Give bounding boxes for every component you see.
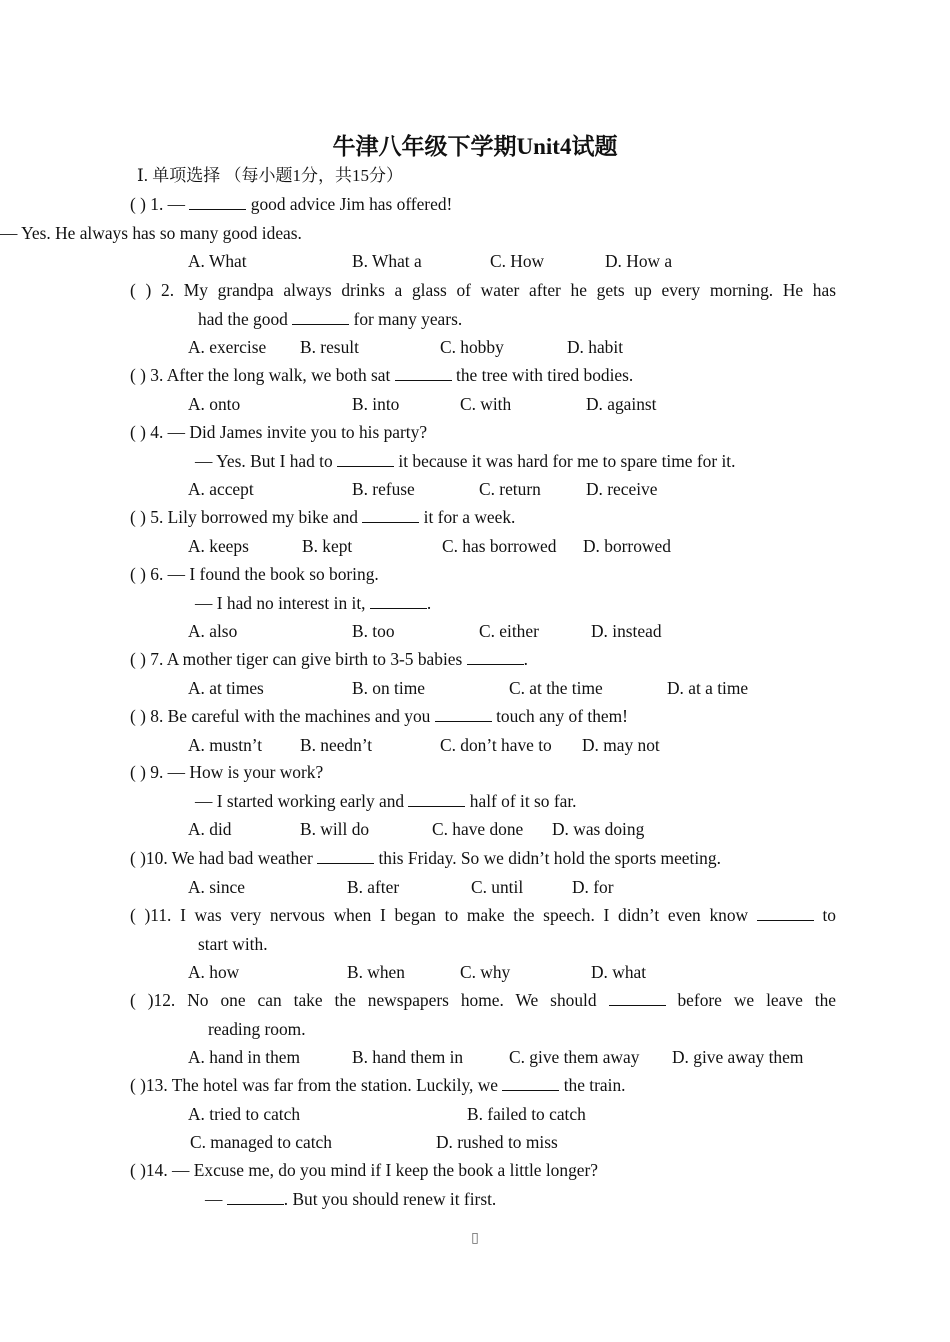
option-d: D. How a [605,251,673,271]
option-d: D. receive [586,479,658,499]
stem-text: After the long walk, we both sat [166,365,395,385]
option-a: A. mustn’t [188,734,263,755]
option-d: D. against [586,393,657,414]
option-a: A. how [188,962,240,982]
stem-text: to [813,905,836,925]
question-number: ( ) 5. [130,507,168,527]
stem-text: it for a week. [419,507,516,527]
stem-text: — [167,194,190,214]
question-12-continuation [208,1015,306,1043]
option-b: B. into [352,393,400,414]
stem-text: reading room. [208,1018,306,1039]
option-a: A. at times [188,677,264,698]
question-number: ( )13. [130,1075,172,1095]
option-a: A. What [188,251,247,271]
question-number: ( )10. [130,848,172,868]
question-6-continuation [195,589,431,617]
question-10 [130,844,721,872]
stem-text: I was very nervous when I began to make the speech. I didn’t even know [180,905,757,925]
answer-blank [467,647,524,665]
option-c: C. don’t have to [440,734,552,755]
option-a: A. did [188,819,232,839]
question-3 [130,361,633,389]
question-4-continuation [195,447,735,475]
option-b: B. when [347,962,405,982]
stem-text: . But you should renew it first. [283,1188,497,1209]
stem-text: — I had no interest in it, [195,592,370,613]
answer-blank [189,192,246,210]
stem-text: before we leave the [665,990,836,1010]
question-number: ( ) 9. [130,762,168,782]
stem-text: — Excuse me, do you mind if I keep the book a little longer? [172,1160,598,1180]
stem-text: — I started working early and [195,790,409,811]
option-a: A. since [188,876,245,897]
question-number: ( ) 2. [130,280,184,300]
stem-text: — I found the book so boring. [167,564,379,584]
stem-text: had the good [198,308,293,329]
answer-blank [337,449,394,467]
stem-text: . [523,649,528,669]
stem-text: My grandpa always drinks a glass of water after he gets up every morning. He has [183,280,836,300]
option-a: A. tried to catch [188,1103,301,1124]
answer-blank [502,1073,559,1091]
option-d: D. what [591,962,647,982]
option-d: D. at a time [667,677,749,698]
option-d: D. habit [567,337,624,357]
answer-blank [317,846,374,864]
option-b: B. needn’t [300,734,373,755]
stem-text: — [205,1188,227,1209]
question-2 [130,276,836,304]
option-c: C. return [479,479,541,499]
question-12 [130,986,836,1014]
stem-text: No one can take the newspapers home. We should [187,990,609,1010]
option-a: A. exercise [188,337,267,357]
question-number: ( ) 1. [130,194,168,214]
stem-text: — Yes. But I had to [195,450,338,471]
answer-blank [292,307,349,325]
question-6 [130,560,379,588]
question-9-continuation [195,787,577,815]
option-b: B. hand them in [352,1047,464,1067]
option-a: A. hand in them [188,1047,301,1067]
answer-blank [395,363,452,381]
option-d: D. was doing [552,819,645,839]
stem-text: We had bad weather [171,848,318,868]
answer-blank [757,903,814,921]
option-c: C. have done [432,819,524,839]
question-1 [130,190,452,218]
question-number: ( ) 6. [130,564,168,584]
option-c: C. How [490,251,545,271]
option-c: C. has borrowed [442,535,557,556]
option-c: C. with [460,393,512,414]
option-d: D. give away them [672,1047,804,1067]
option-c: C. at the time [509,677,603,698]
stem-text: — How is your work? [167,762,324,782]
option-b: B. too [352,621,395,641]
section-heading: Ⅰ. 单项选择 （每小题1分，共15分） [137,166,403,185]
stem-text: this Friday. So we didn’t hold the sports meeting. [374,848,721,868]
option-c: C. give them away [509,1047,640,1067]
question-8 [130,702,628,730]
question-11 [130,901,836,929]
question-number: ( ) 4. [130,422,168,442]
option-b: B. will do [300,819,370,839]
stem-text: The hotel was far from the station. Luckily, we [171,1075,503,1095]
question-number: ( )11. [130,905,181,925]
option-c: C. why [460,962,511,982]
question-13 [130,1071,626,1099]
answer-blank [408,789,465,807]
question-4 [130,418,427,446]
stem-text: — Did James invite you to his party? [167,422,428,442]
question-1-continuation: — Yes. He always has so many good ideas. [0,222,302,243]
question-number: ( ) 7. [130,649,167,669]
stem-text: . [426,592,432,613]
question-14 [130,1156,598,1184]
option-b: B. result [300,337,359,357]
stem-text: the train. [559,1075,626,1095]
option-b: B. What a [352,251,422,271]
question-14-continuation [205,1185,496,1213]
question-2-continuation [198,305,462,333]
option-d: D. may not [582,734,660,755]
option-c: C. managed to catch [190,1132,332,1152]
stem-text: Be careful with the machines and you [167,706,435,726]
option-d: D. for [572,876,614,897]
question-number: ( ) 8. [130,706,168,726]
option-d: D. instead [591,621,662,641]
option-a: A. keeps [188,535,249,556]
stem-text: half of it so far. [465,790,577,811]
page-number: ▯ [471,1231,479,1246]
option-d: D. rushed to miss [436,1132,558,1152]
stem-text: good advice Jim has offered! [246,194,453,214]
question-number: ( )14. [130,1160,173,1180]
stem-text: start with. [198,933,268,954]
answer-blank [370,591,427,609]
answer-blank [227,1187,284,1205]
stem-text: Lily borrowed my bike and [167,507,363,527]
stem-text: the tree with tired bodies. [451,365,634,385]
stem-text: for many years. [349,308,463,329]
answer-blank [435,704,492,722]
option-b: B. kept [302,535,353,556]
stem-text: it because it was hard for me to spare time for it. [394,450,736,471]
option-b: B. refuse [352,479,415,499]
question-5 [130,503,515,531]
question-number: ( ) 3. [130,365,167,385]
option-b: B. failed to catch [467,1103,586,1124]
question-9 [130,758,323,786]
page-title: 牛津八年级下学期Unit4试题 [332,134,618,159]
option-a: A. accept [188,479,254,499]
stem-text: A mother tiger can give birth to 3-5 babies [166,649,467,669]
stem-text: touch any of them! [491,706,628,726]
option-a: A. onto [188,393,241,414]
answer-blank [609,988,666,1006]
option-c: C. either [479,621,539,641]
question-11-continuation [198,930,268,958]
answer-blank [362,505,419,523]
option-c: C. until [471,876,524,897]
option-b: B. after [347,876,400,897]
question-7 [130,645,528,673]
option-c: C. hobby [440,337,504,357]
question-number: ( )12. [130,990,188,1010]
option-a: A. also [188,621,238,641]
option-d: D. borrowed [583,535,671,556]
option-b: B. on time [352,677,425,698]
